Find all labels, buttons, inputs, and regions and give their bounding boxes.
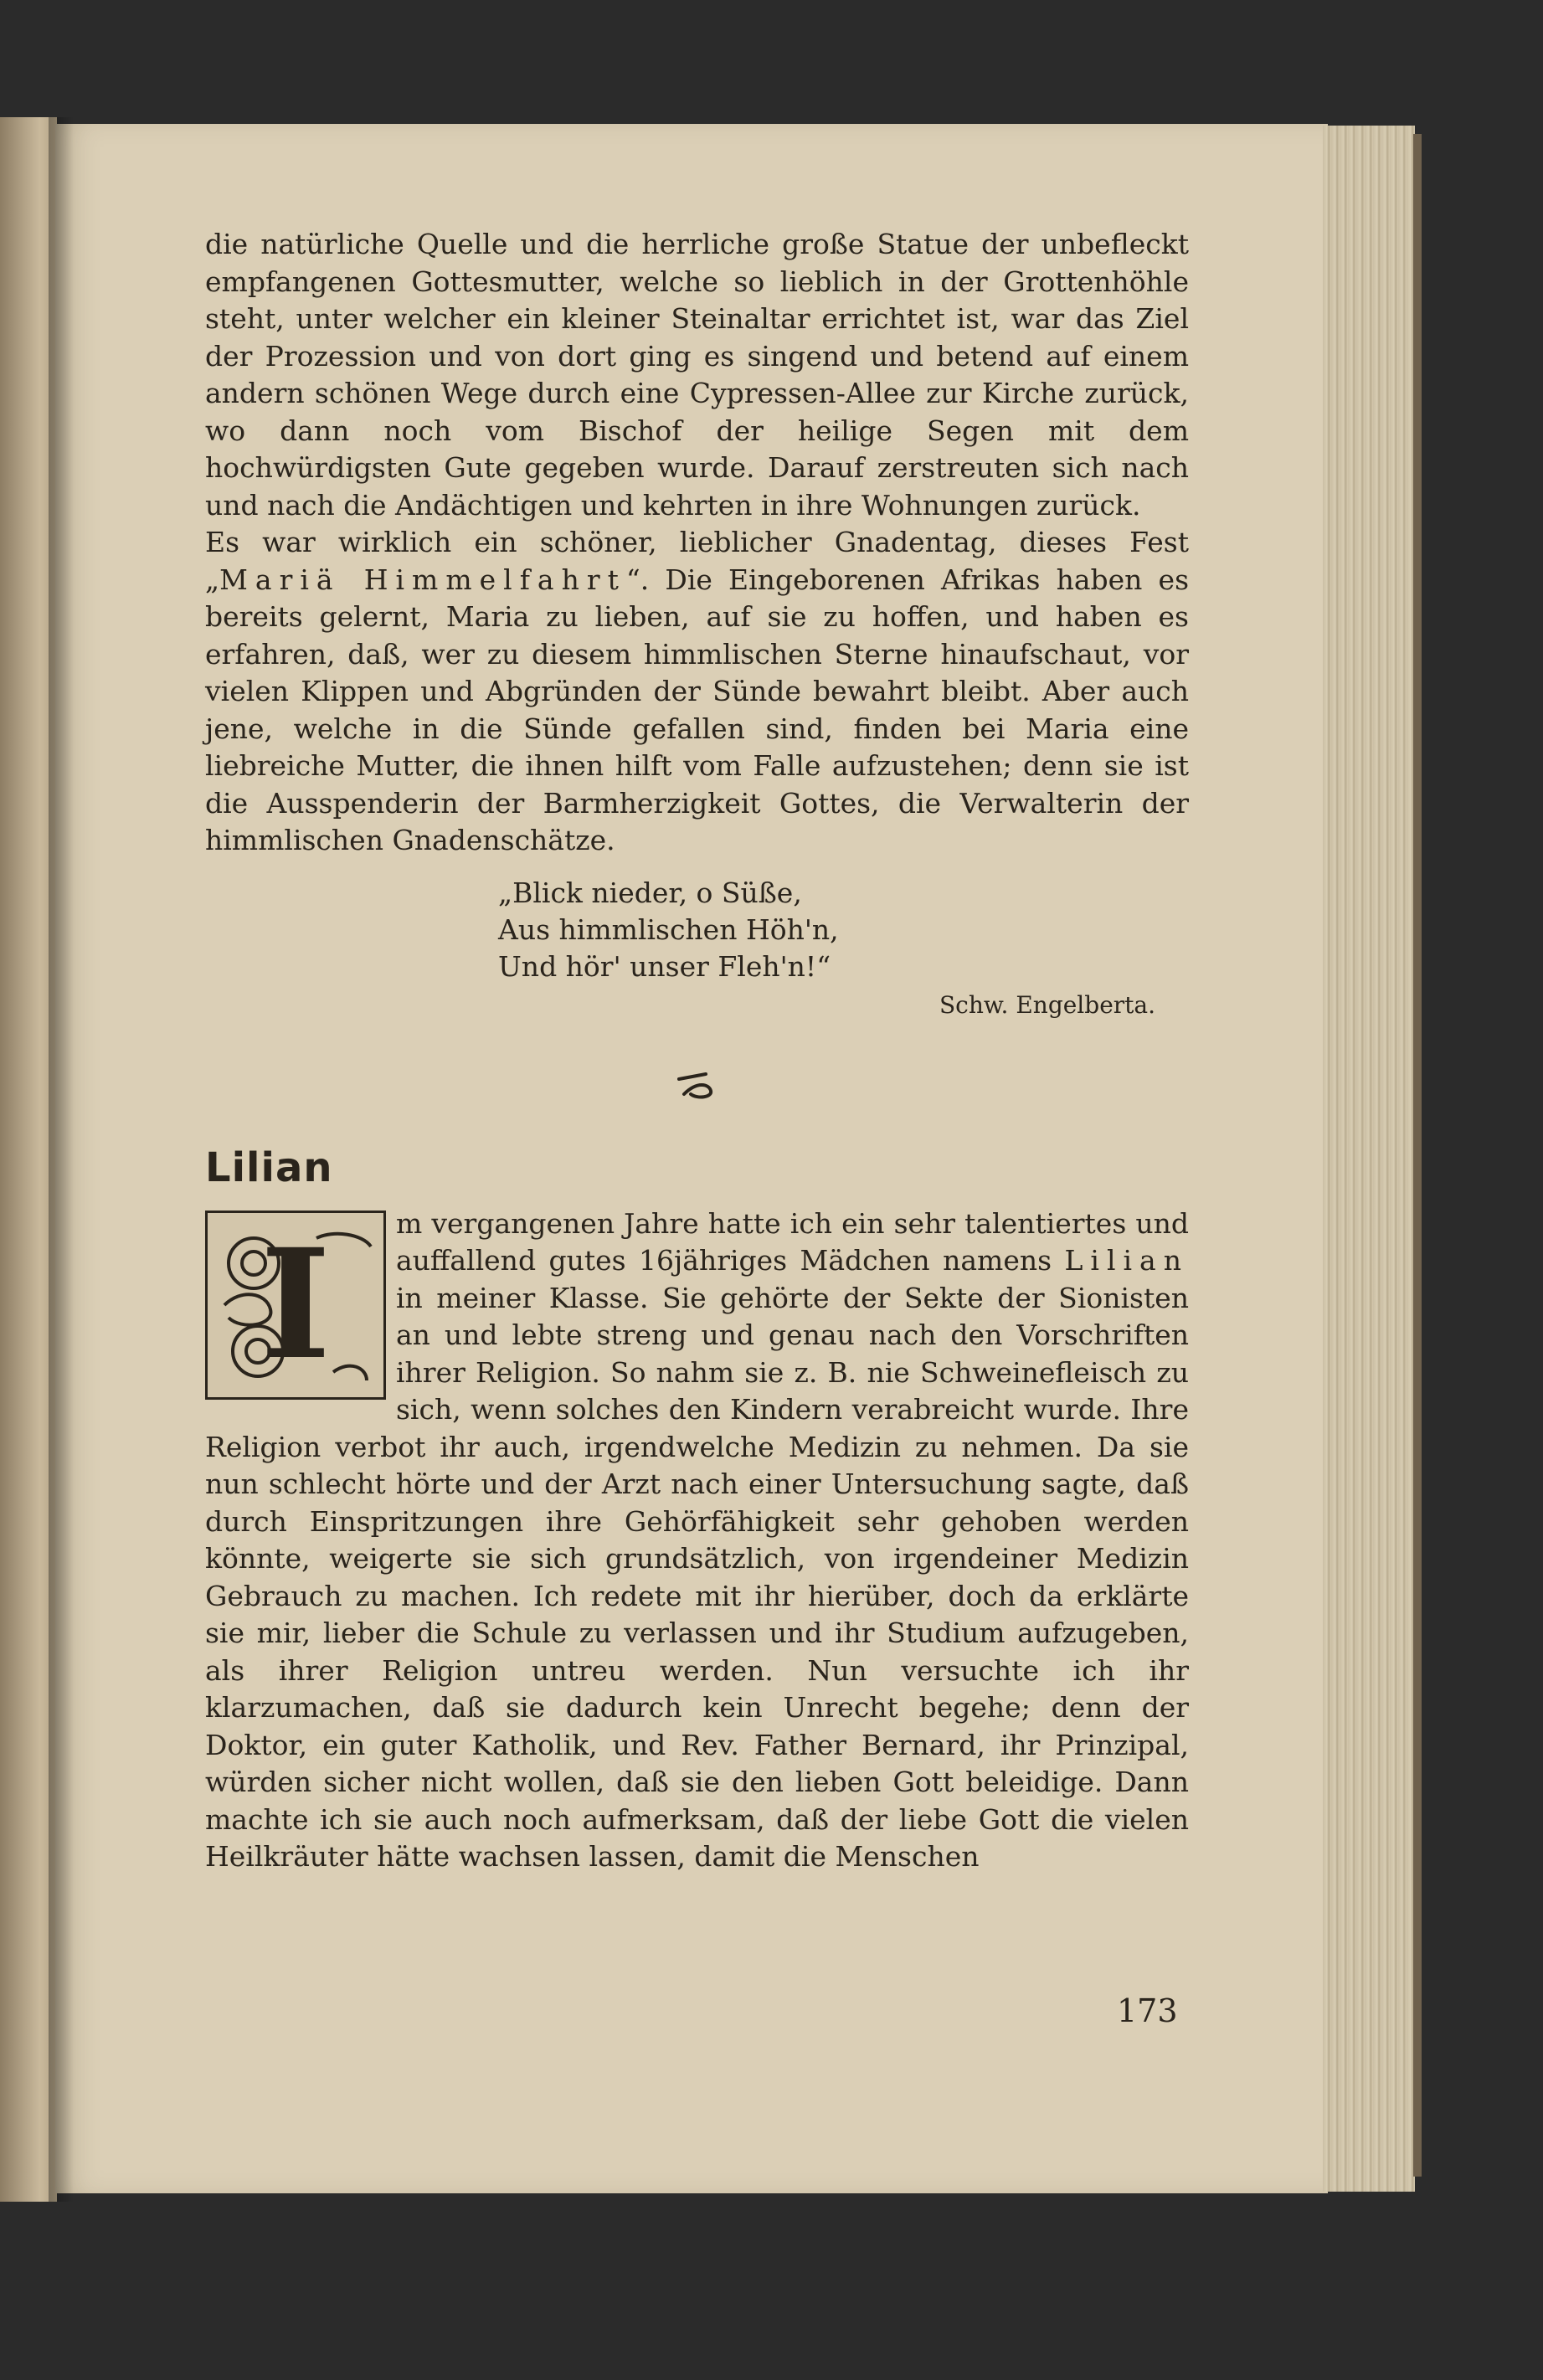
article-heading: Lilian xyxy=(205,1144,333,1191)
page-stack-edges xyxy=(1323,126,1415,2192)
article-body xyxy=(205,1205,1189,1876)
paragraph-feast-start: Es war wirklich ein schöner, lieblicher Gnadentag, dieses Fest „ xyxy=(205,526,1189,596)
paragraph-feast xyxy=(205,524,1189,860)
paragraph-feast-end: “. Die Eingeborenen Afrikas haben es bereits gelernt, Maria zu lieben, auf sie zu hoffen, und haben es erfahren, daß, wer zu diesem himmlischen Sterne hinaufschaut, vor vielen Klippen und Abgründen der Sünde bewahrt bleibt. Aber auch jene, welche in die Sünde gefallen sind, finden bei Maria eine liebreiche Mutter, die ihnen hilft vom Falle aufzustehen; denn sie ist die Ausspenderin der Barmherzigkeit Gottes, die Verwalterin der himmlischen Gnadenschätze. xyxy=(205,563,1190,856)
page-number: 173 xyxy=(1117,1992,1178,2029)
book-cover-edge xyxy=(1413,134,1422,2177)
feast-name: Mariä Himmelfahrt xyxy=(219,563,626,596)
paragraph-procession: die natürliche Quelle und die herrliche große Statue der unbefleckt empfangenen Gottesmutter, welche so lieblich in der Grottenhöhle steht, unter welcher ein kleiner Steinaltar errichtet ist, war das Ziel der Prozession und von dort ging es singend und betend auf einem andern schönen Wege durch eine Cypressen-Allee zur Kirche zurück, wo dann noch vom Bischof der heilige Segen mit dem hochwürdigsten Gute gegeben wurde. Darauf zerstreuten sich nach und nach die Andächtigen und kehrten in ihre Wohnungen zurück. xyxy=(205,228,1189,522)
spine-shadow xyxy=(49,117,74,2202)
paragraph-lilian-start: m vergangenen Jahre hatte ich ein sehr talentiertes und auffallend gutes 16jähriges Mädchen namens xyxy=(396,1206,1189,1277)
verse xyxy=(498,875,1189,985)
page-text xyxy=(205,226,1189,1876)
name-lilian: Lilian xyxy=(1064,1244,1189,1277)
paragraph-lilian-end: in meiner Klasse. Sie gehörte der Sekte der Sionisten an und lebte streng und genau nach den Vorschriften ihrer Religion. So nahm sie z. B. nie Schweinefleisch zu sich, wenn solches den Kindern verabreicht wurde. Ihre Religion verbot ihr auch, irgendwelche Medizin zu nehmen. Da sie nun schlecht hörte und der Arzt nach einer Untersuchung sagte, daß durch Einspritzungen ihre Gehörfähigkeit sehr gehoben werden könnte, weigerte sie sich grundsätzlich, von irgendeiner Medizin Gebrauch zu machen. Ich redete mit ihr hierüber, doch da erklärte sie mir, lieber die Schule zu verlassen und ihr Studium aufzugeben, als ihrer Religion untreu werden. Nun versuchte ich ihr klarzumachen, daß sie dadurch kein Unrecht begehe; denn der Doktor, ein guter Katholik, und Rev. Father Bernard, ihr Prinzipal, würden sicher nicht wollen, daß sie den lieben Gott beleidige. Dann machte ich sie auch noch aufmerksam, daß der liebe Gott die vielen Heilkräuter hätte wachsen lassen, damit die Menschen xyxy=(205,1281,1189,1873)
verse-line: „Blick nieder, o Süße, xyxy=(498,876,802,909)
verse-line: Aus himmlischen Höh'n, xyxy=(498,912,839,946)
ornament-flourish-icon xyxy=(672,1069,723,1103)
verse-line: Und hör' unser Fleh'n!“ xyxy=(498,949,831,983)
section-ornament xyxy=(205,1069,1189,1128)
dropcap-letter: I xyxy=(260,1216,332,1393)
author-signature: Schw. Engelberta. xyxy=(939,990,1155,1019)
dropcap-initial xyxy=(205,1211,386,1400)
